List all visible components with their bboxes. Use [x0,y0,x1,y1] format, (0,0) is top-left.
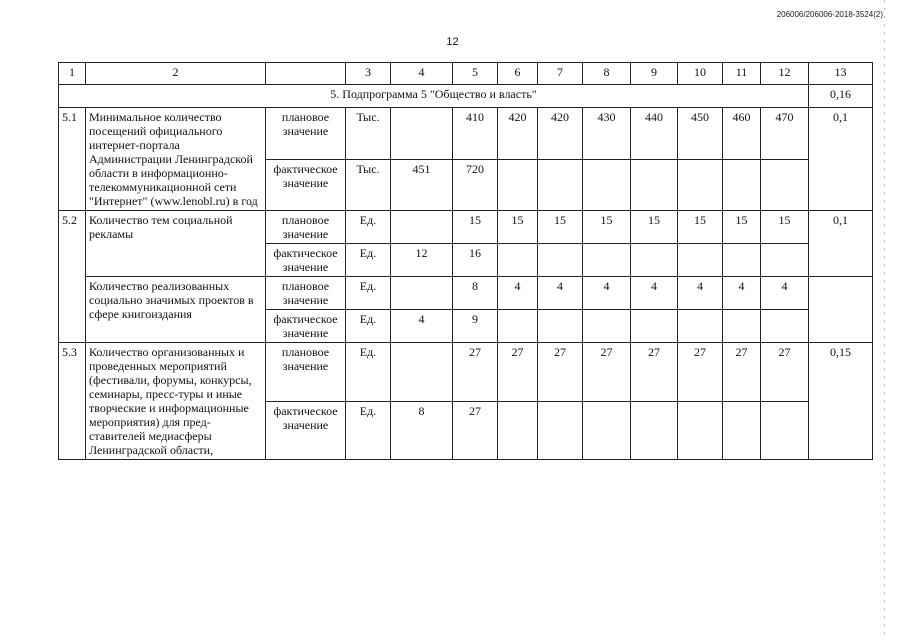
section-share: 0,16 [809,85,873,108]
value-cell: 27 [761,343,809,402]
value-kind: фактическое значение [266,310,346,343]
weight-cell: 0,15 [809,343,873,460]
value-cell: 27 [453,401,498,460]
value-cell [631,401,678,460]
indicator-name: Количество тем социальной рекламы [86,211,266,277]
indicator-name: Количество реализованных социально значимых проектов в сфере книгоиздания [86,277,266,343]
value-cell: 4 [631,277,678,310]
value-cell: 410 [453,108,498,160]
value-cell: 420 [538,108,583,160]
value-cell [761,310,809,343]
value-cell: 4 [583,277,631,310]
value-cell [631,244,678,277]
value-cell: 8 [391,401,453,460]
value-cell: 12 [391,244,453,277]
value-cell [761,159,809,211]
indicator-name: Количество организованных и проведенных мероприятий (фестивали, форумы, конкурсы, семинары, пресс-туры и иные творческие и информационные мероприятия) для пред-ставителей медиасферы Ленинградской области, [86,343,266,460]
unit-cell: Тыс. [346,159,391,211]
unit-cell: Ед. [346,277,391,310]
value-cell: 15 [453,211,498,244]
indicator-plan-row [59,343,873,402]
value-kind: фактическое значение [266,401,346,460]
column-number-row [59,63,873,85]
col-header-1: 1 [59,63,86,85]
value-cell: 420 [498,108,538,160]
col-header-10: 10 [678,63,723,85]
value-cell [723,244,761,277]
value-cell: 15 [678,211,723,244]
weight-cell: 0,1 [809,211,873,277]
value-cell: 15 [538,211,583,244]
indicator-number: 5.1 [59,108,86,211]
value-cell: 440 [631,108,678,160]
value-cell [761,401,809,460]
value-cell: 15 [583,211,631,244]
value-cell: 15 [761,211,809,244]
unit-cell: Ед. [346,244,391,277]
indicator-name: Минимальное количество посещений официального интернет-портала Администрации Ленинградской области в информационно-телекоммуникационной сети "Интернет" (www.lenobl.ru) в год [86,108,266,211]
value-cell: 15 [498,211,538,244]
col-header-8: 8 [583,63,631,85]
col-header-7: 7 [538,63,583,85]
value-cell [391,211,453,244]
value-cell [678,310,723,343]
value-cell [538,244,583,277]
value-cell: 720 [453,159,498,211]
col-header-4: 4 [391,63,453,85]
value-cell [538,310,583,343]
value-cell: 4 [498,277,538,310]
value-cell: 4 [391,310,453,343]
value-cell [631,159,678,211]
page-number: 12 [446,36,459,48]
indicator-number: 5.2 [59,211,86,343]
value-kind: плановое значение [266,343,346,402]
weight-cell [809,277,873,343]
value-cell [391,277,453,310]
value-cell [583,401,631,460]
value-kind: плановое значение [266,108,346,160]
section-title: 5. Подпрограмма 5 "Общество и власть" [59,85,809,108]
value-cell [391,108,453,160]
value-cell: 15 [723,211,761,244]
value-kind: плановое значение [266,211,346,244]
value-cell: 27 [453,343,498,402]
value-cell [498,244,538,277]
value-kind: фактическое значение [266,159,346,211]
value-cell [678,401,723,460]
indicator-plan-row [59,211,873,244]
col-header-6: 6 [498,63,538,85]
value-cell [538,401,583,460]
unit-cell: Ед. [346,401,391,460]
weight-cell: 0,1 [809,108,873,211]
value-cell [498,159,538,211]
indicators-table [58,62,873,460]
value-cell: 27 [723,343,761,402]
value-cell: 27 [631,343,678,402]
value-kind: плановое значение [266,277,346,310]
value-cell: 27 [538,343,583,402]
col-header-5: 5 [453,63,498,85]
value-cell [498,310,538,343]
value-cell: 4 [678,277,723,310]
value-cell: 4 [723,277,761,310]
value-cell [583,159,631,211]
value-cell [761,244,809,277]
document-id: 206006/206006-2018-3524(2) [776,10,883,19]
indicator-plan-row [59,108,873,160]
value-cell [678,244,723,277]
col-header-kind [266,63,346,85]
section-row [59,85,873,108]
value-cell: 15 [631,211,678,244]
value-cell [391,343,453,402]
value-cell [723,310,761,343]
value-cell: 16 [453,244,498,277]
col-header-3: 3 [346,63,391,85]
value-cell [723,159,761,211]
value-cell [631,310,678,343]
value-cell: 470 [761,108,809,160]
value-cell [678,159,723,211]
col-header-12: 12 [761,63,809,85]
unit-cell: Ед. [346,310,391,343]
indicator-number: 5.3 [59,343,86,460]
scan-edge-mark [884,0,885,640]
value-cell: 27 [583,343,631,402]
value-cell [583,310,631,343]
value-cell [538,159,583,211]
value-cell: 4 [761,277,809,310]
col-header-2: 2 [86,63,266,85]
col-header-11: 11 [723,63,761,85]
col-header-13: 13 [809,63,873,85]
value-cell: 8 [453,277,498,310]
value-cell [498,401,538,460]
value-cell [723,401,761,460]
value-cell: 27 [498,343,538,402]
unit-cell: Ед. [346,211,391,244]
value-cell: 460 [723,108,761,160]
value-cell: 9 [453,310,498,343]
value-cell: 27 [678,343,723,402]
indicator-plan-row [59,277,873,310]
value-kind: фактическое значение [266,244,346,277]
value-cell: 4 [538,277,583,310]
value-cell [583,244,631,277]
value-cell: 451 [391,159,453,211]
unit-cell: Тыс. [346,108,391,160]
unit-cell: Ед. [346,343,391,402]
value-cell: 450 [678,108,723,160]
col-header-9: 9 [631,63,678,85]
value-cell: 430 [583,108,631,160]
